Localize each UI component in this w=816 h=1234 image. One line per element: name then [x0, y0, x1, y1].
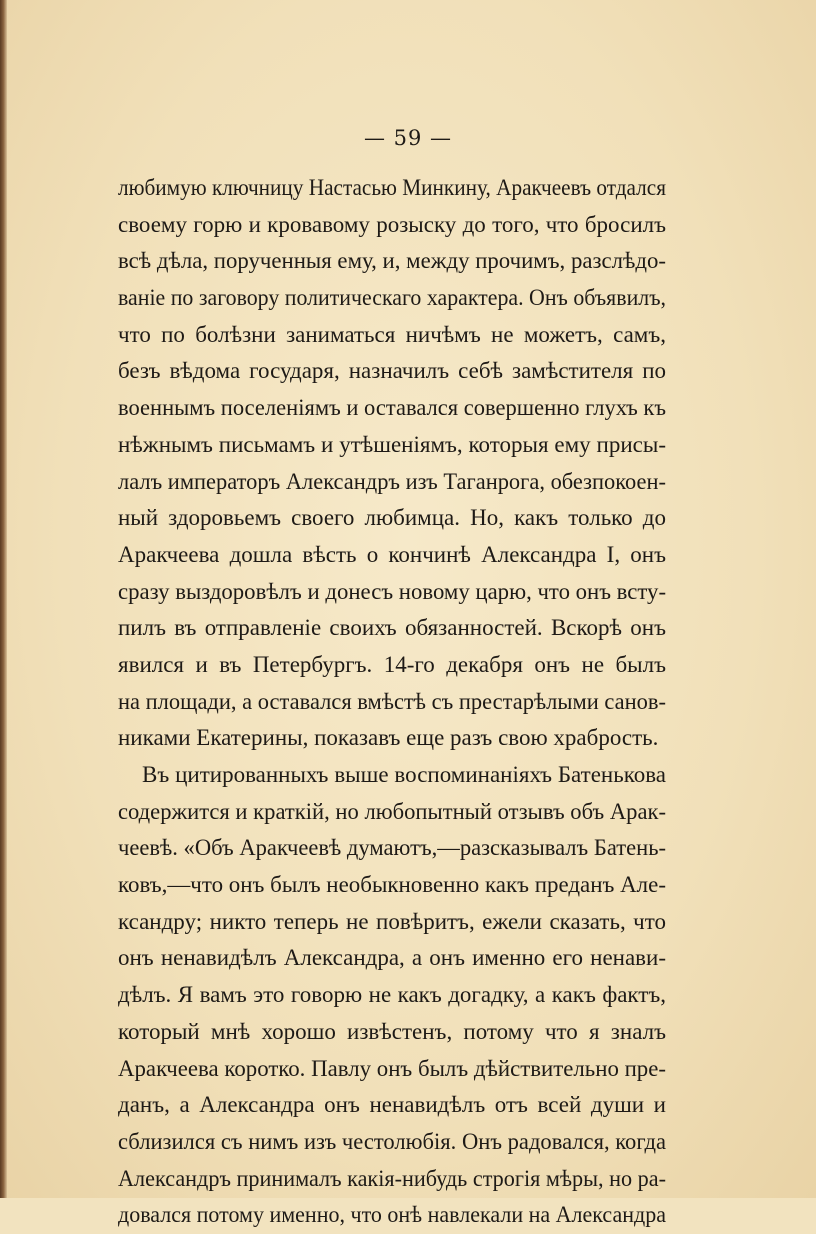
- body-text: [118, 170, 666, 1234]
- text-line: ковъ,—что онъ былъ необыкновенно какъ преданъ Але-: [118, 872, 666, 898]
- text-line: пилъ въ отправленіе своихъ обязанностей. Вскорѣ онъ: [118, 615, 666, 641]
- text-line: ксандру; никто теперь не повѣритъ, ежели сказать, что: [118, 908, 666, 934]
- text-line: на площади, а оставался вмѣстѣ съ престарѣлыми санов-: [118, 688, 667, 714]
- text-line: нѣжнымъ письмамъ и утѣшеніямъ, которыя ему присы-: [118, 431, 666, 457]
- text-line: который мнѣ хорошо извѣстенъ, потому что я зналъ: [118, 1018, 666, 1044]
- page-binding-edge: [0, 0, 7, 1198]
- text-line: сразу выздоровѣлъ и донесъ новому царю, что онъ всту-: [118, 578, 667, 604]
- text-line: лалъ императоръ Александръ изъ Таганрога, обезпокоен-: [118, 468, 667, 494]
- text-line: ваніе по заговору политическаго характера. Онъ объявилъ,: [118, 285, 666, 311]
- text-line: военнымъ поселеніямъ и оставался совершенно глухъ къ: [118, 395, 666, 421]
- text-line: любимую ключницу Настасью Минкину, Аракчеевъ отдался: [118, 175, 667, 200]
- page-number: — 59 —: [363, 126, 453, 150]
- text-line: всѣ дѣла, порученныя ему, и, между прочимъ, разслѣдо-: [118, 248, 667, 274]
- text-line: безъ вѣдома государя, назначилъ себѣ замѣстителя по: [118, 358, 666, 384]
- text-line: что по болѣзни заниматься ничѣмъ не можетъ, самъ,: [118, 321, 666, 347]
- text-line: чеевѣ. «Объ Аракчеевѣ думаютъ,—разсказывалъ Батень-: [118, 835, 667, 861]
- text-line: ный здоровьемъ своего любимца. Но, какъ только до: [118, 505, 666, 531]
- text-line: Аракчеева дошла вѣсть о кончинѣ Александра I, онъ: [118, 541, 666, 567]
- text-line: явился и въ Петербургъ. 14-го декабря онъ не былъ: [118, 651, 666, 677]
- text-line: данъ, а Александра онъ ненавидѣлъ отъ всей души и: [118, 1092, 666, 1118]
- text-line: никами Екатерины, показавъ еще разъ свою храбрость.: [118, 725, 659, 751]
- text-line: онъ ненавидѣлъ Александра, а онъ именно его ненави-: [118, 945, 666, 971]
- text-line: сблизился съ нимъ изъ честолюбія. Онъ радовался, когда: [118, 1128, 666, 1154]
- text-line: Александръ принималъ какія-нибудь строгія мѣры, но ра-: [118, 1165, 666, 1191]
- text-line: своему горю и кровавому розыску до того, что бросилъ: [118, 211, 666, 237]
- text-line: Въ цитированныхъ выше воспоминаніяхъ Батенькова: [142, 762, 666, 787]
- text-line: дѣлъ. Я вамъ это говорю не какъ догадку, а какъ фактъ,: [118, 982, 666, 1008]
- text-line: довался потому именно, что онѣ навлекали на Александра: [118, 1202, 666, 1228]
- text-line: содержится и краткій, но любопытный отзывъ объ Арак-: [118, 798, 667, 824]
- text-line: Аракчеева коротко. Павлу онъ былъ дѣйствительно пре-: [118, 1055, 666, 1081]
